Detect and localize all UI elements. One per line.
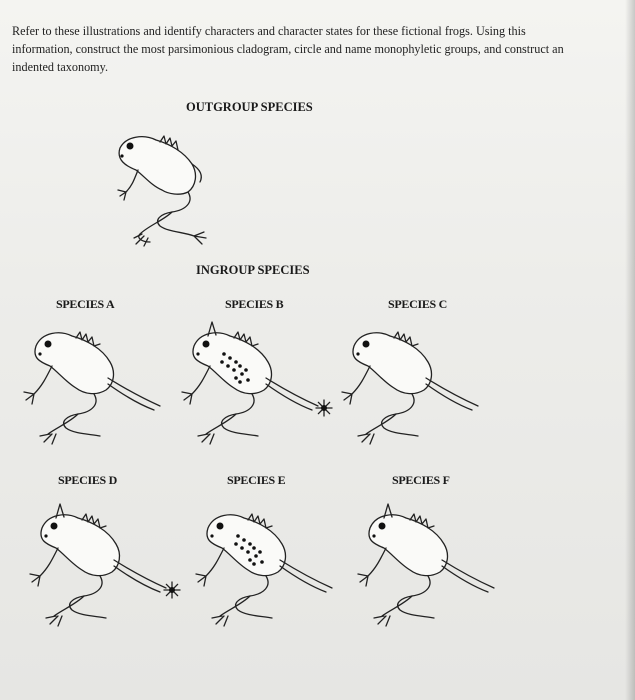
frog-spot	[252, 562, 256, 566]
frog-spot	[234, 376, 238, 380]
species-b-frog	[178, 318, 348, 448]
frog-nostril	[38, 352, 41, 355]
frog-spot	[248, 542, 252, 546]
species-e-frog	[192, 500, 362, 630]
frog-tail-star	[316, 400, 332, 416]
frog-spot	[242, 538, 246, 542]
frog-nostril	[196, 352, 199, 355]
frog-spot	[238, 364, 242, 368]
frog-nostril	[44, 534, 47, 537]
frog-spot	[252, 546, 256, 550]
frog-arm	[30, 548, 58, 586]
frog-spot	[254, 554, 258, 558]
instructions-text: Refer to these illustrations and identify characters and character states for these fictional frogs. Using this information, construct the most parsimonious cladogram, circle and name monophyletic groups, and construct an indented taxonomy.	[12, 24, 564, 74]
frog-leg	[222, 394, 258, 436]
frog-eye	[217, 523, 224, 530]
frog-spot	[234, 542, 238, 546]
frog-arm	[196, 548, 224, 586]
frog-foot	[198, 414, 236, 444]
frog-spot	[246, 378, 250, 382]
frog-spot	[232, 368, 236, 372]
frog-foot	[40, 414, 78, 444]
frog-leg	[236, 576, 272, 618]
species-c-frog	[338, 318, 508, 448]
frog-nostril	[210, 534, 213, 537]
frog-nostril	[372, 534, 375, 537]
frog-eye	[51, 523, 58, 530]
frog-spot	[236, 534, 240, 538]
frog-arm	[342, 366, 370, 404]
frog-leg	[398, 576, 434, 618]
frog-arm	[182, 366, 210, 404]
outgroup-frog-illustration	[108, 130, 223, 255]
species-e-label: SPECIES E	[227, 473, 286, 487]
frog-tail-star	[164, 582, 180, 598]
frog-foot	[358, 414, 396, 444]
frog-spot	[260, 560, 264, 564]
frog-spot	[258, 550, 262, 554]
page-edge-shadow	[625, 0, 635, 700]
frog-tail	[442, 560, 494, 592]
frog-leg	[382, 394, 418, 436]
star-center	[321, 405, 327, 411]
frog-leg	[70, 576, 106, 618]
frog-spot	[222, 352, 226, 356]
frog-spot	[248, 558, 252, 562]
frog-eye	[45, 341, 52, 348]
frog-foot	[46, 596, 84, 626]
frog-tail	[266, 378, 318, 410]
frog-spot	[244, 368, 248, 372]
frog-arm	[24, 366, 52, 404]
species-f-label: SPECIES F	[392, 473, 450, 487]
frog-tail	[426, 378, 478, 410]
frog-eye	[379, 523, 386, 530]
outgroup-heading: OUTGROUP SPECIES	[186, 100, 313, 114]
frog-arm	[358, 548, 386, 586]
species-a-label: SPECIES A	[56, 297, 115, 311]
frog-tail	[114, 560, 166, 592]
frog-foot	[212, 596, 250, 626]
frog-leg	[64, 394, 100, 436]
frog-tail	[108, 378, 160, 410]
species-d-label: SPECIES D	[58, 473, 117, 487]
frog-tail	[280, 560, 332, 592]
frog-eye	[203, 341, 210, 348]
star-center	[169, 587, 175, 593]
frog-spot	[234, 360, 238, 364]
species-d-frog	[26, 500, 196, 630]
species-f-frog	[354, 500, 524, 630]
frog-spot	[228, 356, 232, 360]
frog-spot	[240, 372, 244, 376]
species-c-label: SPECIES C	[388, 297, 447, 311]
frog-spot	[220, 360, 224, 364]
frog-spot	[246, 550, 250, 554]
ingroup-heading: INGROUP SPECIES	[196, 263, 310, 277]
frog-nostril	[356, 352, 359, 355]
frog-spot	[226, 364, 230, 368]
species-a-frog	[20, 318, 190, 448]
frog-spot	[238, 380, 242, 384]
frog-spot	[240, 546, 244, 550]
frog-foot	[374, 596, 412, 626]
frog-eye	[363, 341, 370, 348]
species-b-label: SPECIES B	[225, 297, 284, 311]
